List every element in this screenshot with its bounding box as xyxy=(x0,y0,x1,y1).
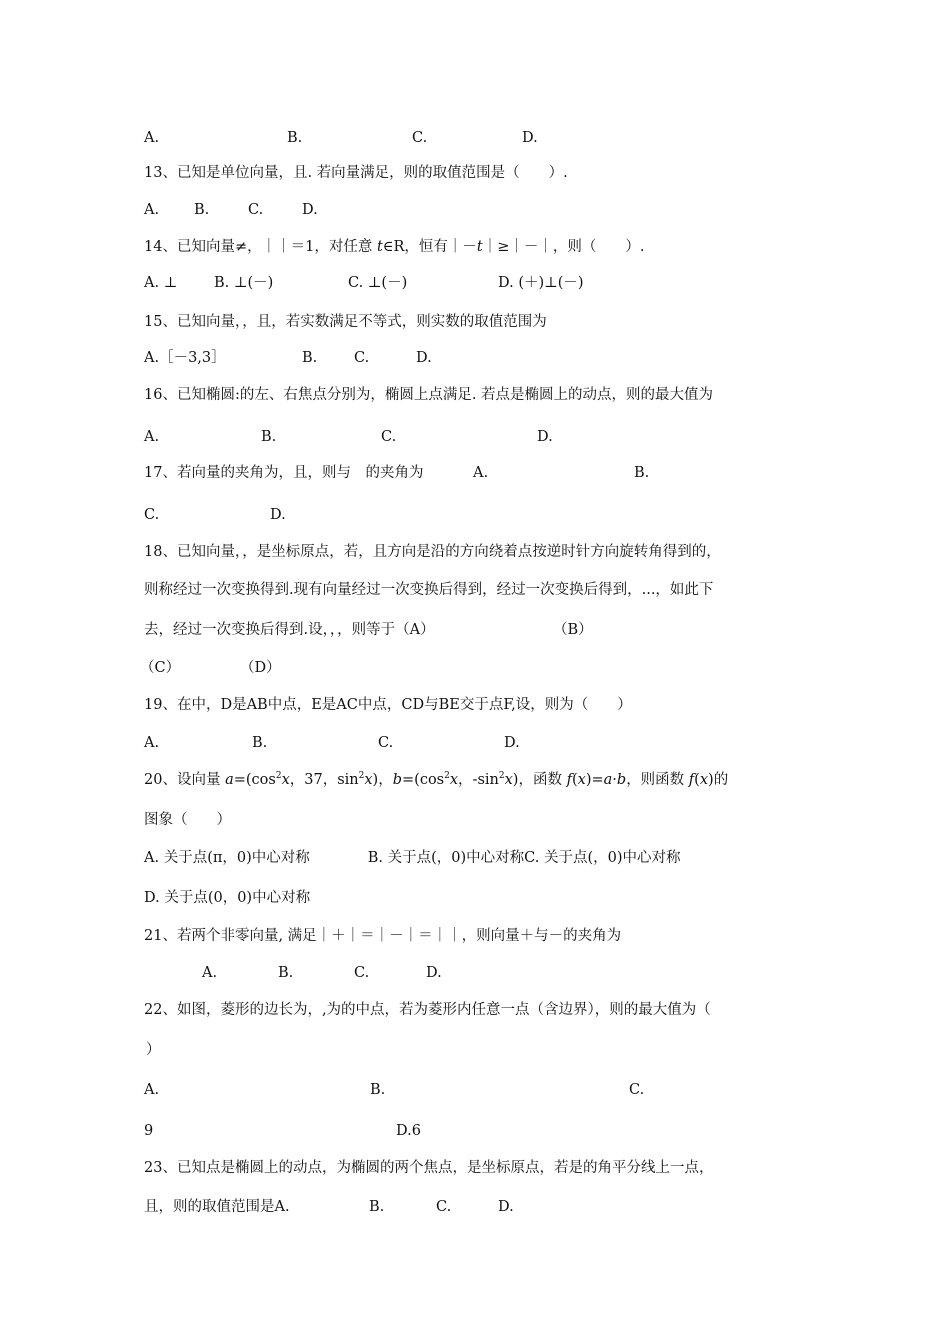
q18-line2: 则称经过一次变换得到.现有向量经过一次变换后得到，经过一次变换后得到，...，如此下 xyxy=(144,582,714,598)
q12-option-c: C. xyxy=(412,130,428,146)
q23-option-c: C. xyxy=(436,1199,452,1215)
q20-options-abc: A. 关于点(π，0)中心对称 B. 关于点(，0)中心对称C. 关于点(，0)中心对称 xyxy=(144,850,681,866)
q19-option-d: D. xyxy=(504,735,520,751)
q17-option-c: C. xyxy=(144,507,160,523)
q18-line3: 去，经过一次变换后得到.设，，，则等于（A） xyxy=(144,622,435,638)
q21-stem: 21、若两个非零向量, 满足｜＋｜＝｜－｜＝｜｜，则向量＋与－的夹角为 xyxy=(144,928,622,944)
q23-option-b: B. xyxy=(369,1199,385,1215)
q23-option-d: D. xyxy=(498,1199,514,1215)
q19-option-c: C. xyxy=(378,735,394,751)
q21-option-d: D. xyxy=(426,965,442,981)
q12-option-a: A. xyxy=(144,130,160,146)
q16-option-b: B. xyxy=(261,429,277,445)
q19-stem: 19、在中，D是AB中点，E是AC中点，CD与BE交于点F,设，则为（ ） xyxy=(144,697,632,713)
q20-option-d: D. 关于点(0，0)中心对称 xyxy=(144,890,311,906)
q16-option-a: A. xyxy=(144,429,160,445)
q15-stem: 15、已知向量，，且，若实数满足不等式，则实数的取值范围为 xyxy=(144,314,547,330)
q20-stem: 20、设向量 $a=(\cos^2x$，37，$\sin^2x$)，$b=(\cos^2x$，$-\sin^2x$)，函数 f(x)=a·b，则函数 f(x)的 xyxy=(144,771,729,788)
q14-stem: 14、已知向量≠，｜｜＝1，对任意 t∈R，恒有｜－t｜≥｜－｜，则（ ）. xyxy=(144,239,645,255)
q13-option-c: C. xyxy=(248,202,264,218)
q14-option-a: A. ⊥ xyxy=(144,275,178,291)
q21-option-b: B. xyxy=(278,965,294,981)
q16-stem: 16、已知椭圆:的左、右焦点分别为，椭圆上点满足. 若点是椭圆上的动点，则的最大值为 xyxy=(144,387,714,403)
q22-option-c: C. xyxy=(629,1082,645,1098)
q23-line2: 且，则的取值范围是A. xyxy=(144,1199,290,1215)
q17-stem: 17、若向量的夹角为，且，则与 的夹角为 xyxy=(144,465,424,481)
q13-stem: 13、已知是单位向量，且. 若向量满足，则的取值范围是（ ）. xyxy=(144,165,568,181)
q14-option-b: B. ⊥(－) xyxy=(214,275,274,291)
q16-option-d: D. xyxy=(537,429,553,445)
q16-option-c: C. xyxy=(381,429,397,445)
q19-option-a: A. xyxy=(144,735,160,751)
q19-option-b: B. xyxy=(252,735,268,751)
q22-line2: ） xyxy=(146,1042,161,1058)
q22-option-c-value: 9 xyxy=(144,1123,154,1139)
q15-option-b: B. xyxy=(302,350,318,366)
q15-option-c: C. xyxy=(354,350,370,366)
q18-option-c: （C） xyxy=(140,660,181,676)
q12-option-d: D. xyxy=(522,130,538,146)
q15-option-a: A.［－3,3］ xyxy=(144,350,226,366)
q14-option-c: C. ⊥(－) xyxy=(348,275,408,291)
q20-stem-line2: 图象（ ） xyxy=(144,812,231,828)
q18-option-d: （D） xyxy=(240,660,281,676)
q17-option-d: D. xyxy=(270,507,286,523)
q21-option-a: A. xyxy=(202,965,218,981)
q13-option-d: D. xyxy=(302,202,318,218)
q17-option-b: B. xyxy=(634,465,650,481)
q13-option-a: A. xyxy=(144,202,160,218)
q15-option-d: D. xyxy=(416,350,432,366)
q12-option-b: B. xyxy=(287,130,303,146)
q14-option-d: D. (＋)⊥(－) xyxy=(498,275,584,291)
q18-option-b: （B） xyxy=(553,622,593,638)
q17-option-a: A. xyxy=(473,465,489,481)
q22-option-a: A. xyxy=(144,1082,160,1098)
q21-option-c: C. xyxy=(354,965,370,981)
q13-option-b: B. xyxy=(194,202,210,218)
q18-line1: 18、已知向量，，是坐标原点，若，且方向是沿的方向绕着点按逆时针方向旋转角得到的， xyxy=(144,544,721,560)
q23-line1: 23、已知点是椭圆上的动点，为椭圆的两个焦点，是坐标原点，若是的角平分线上一点， xyxy=(144,1160,714,1176)
q22-line1: 22、如图，菱形的边长为，,为的中点，若为菱形内任意一点（含边界），则的最大值为（ xyxy=(144,1002,711,1018)
q22-option-b: B. xyxy=(370,1082,386,1098)
q22-option-d: D.6 xyxy=(396,1123,421,1139)
